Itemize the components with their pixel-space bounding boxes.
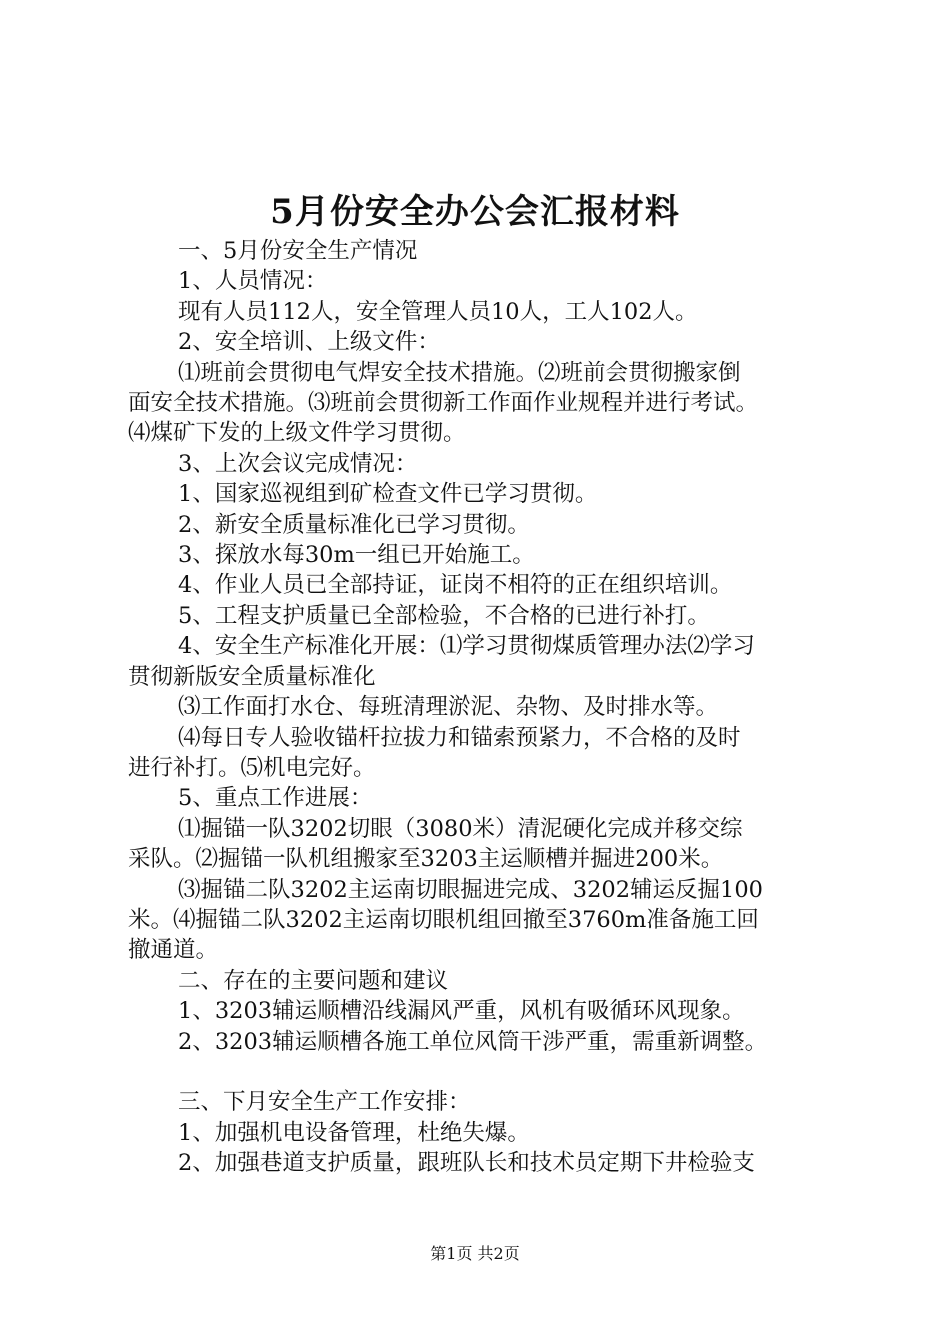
section-heading: 三、下月安全生产工作安排：: [178, 1089, 471, 1116]
section-heading: 二、存在的主要问题和建议: [178, 967, 449, 994]
list-item: 1、加强机电设备管理，杜绝失爆。: [178, 1119, 530, 1146]
paragraph-line: 采队。⑵掘锚一队机组搬家至3203主运顺槽并掘进200米。: [128, 846, 724, 873]
subsection-heading: 5、重点工作进展：: [178, 785, 373, 812]
section-heading: 一、5月份安全生产情况: [178, 238, 418, 264]
list-item: 1、国家巡视组到矿检查文件已学习贯彻。: [178, 481, 598, 508]
paragraph-line: ⑶工作面打水仓、每班清理淤泥、杂物、及时排水等。: [178, 694, 719, 721]
paragraph-line: 进行补打。⑸机电完好。: [128, 754, 376, 781]
list-item: 1、3203辅运顺槽沿线漏风严重，风机有吸循环风现象。: [178, 998, 745, 1025]
paragraph-line: 现有人员112人，安全管理人员10人，工人102人。: [178, 298, 698, 325]
document-body: [128, 236, 838, 1179]
list-item: 5、工程支护质量已全部检验，不合格的已进行补打。: [178, 602, 710, 629]
paragraph-line: ⑶掘锚二队3202主运南切眼掘进完成、3202辅运反掘100: [178, 876, 763, 903]
page-footer: 第1页 共2页: [430, 1244, 520, 1263]
list-item: 3、探放水每30m一组已开始施工。: [178, 542, 535, 569]
blank-line: [128, 1057, 838, 1087]
list-item: 2、加强巷道支护质量，跟班队长和技术员定期下井检验支: [178, 1150, 755, 1177]
paragraph-line: ⑴掘锚一队3202切眼（3080米）清泥硬化完成并移交综: [178, 815, 743, 842]
paragraph-line: 贯彻新版安全质量标准化: [128, 663, 376, 690]
paragraph-line: 4、安全生产标准化开展：⑴学习贯彻煤质管理办法⑵学习: [178, 633, 755, 660]
subsection-heading: 1、人员情况：: [178, 268, 328, 295]
paragraph-line: ⑷煤矿下发的上级文件学习贯彻。: [128, 420, 466, 447]
subsection-heading: 3、上次会议完成情况：: [178, 450, 418, 477]
paragraph-line: 米。⑷掘锚二队3202主运南切眼机组回撤至3760m准备施工回: [128, 906, 759, 933]
paragraph-line: ⑴班前会贯彻电气焊安全技术措施。⑵班前会贯彻搬家倒: [178, 359, 741, 386]
list-item: 4、作业人员已全部持证，证岗不相符的正在组织培训。: [178, 572, 733, 599]
list-item: 2、3203辅运顺槽各施工单位风筒干涉严重，需重新调整。: [178, 1028, 768, 1055]
paragraph-line: 撤通道。: [128, 937, 219, 964]
paragraph-line: 面安全技术措施。⑶班前会贯彻新工作面作业规程并进行考试。: [128, 390, 759, 417]
paragraph-line: ⑷每日专人验收锚杆拉拔力和锚索预紧力，不合格的及时: [178, 724, 741, 751]
list-item: 2、新安全质量标准化已学习贯彻。: [178, 511, 530, 538]
subsection-heading: 2、安全培训、上级文件：: [178, 329, 440, 356]
document-title: 5月份安全办公会汇报材料: [270, 192, 680, 232]
